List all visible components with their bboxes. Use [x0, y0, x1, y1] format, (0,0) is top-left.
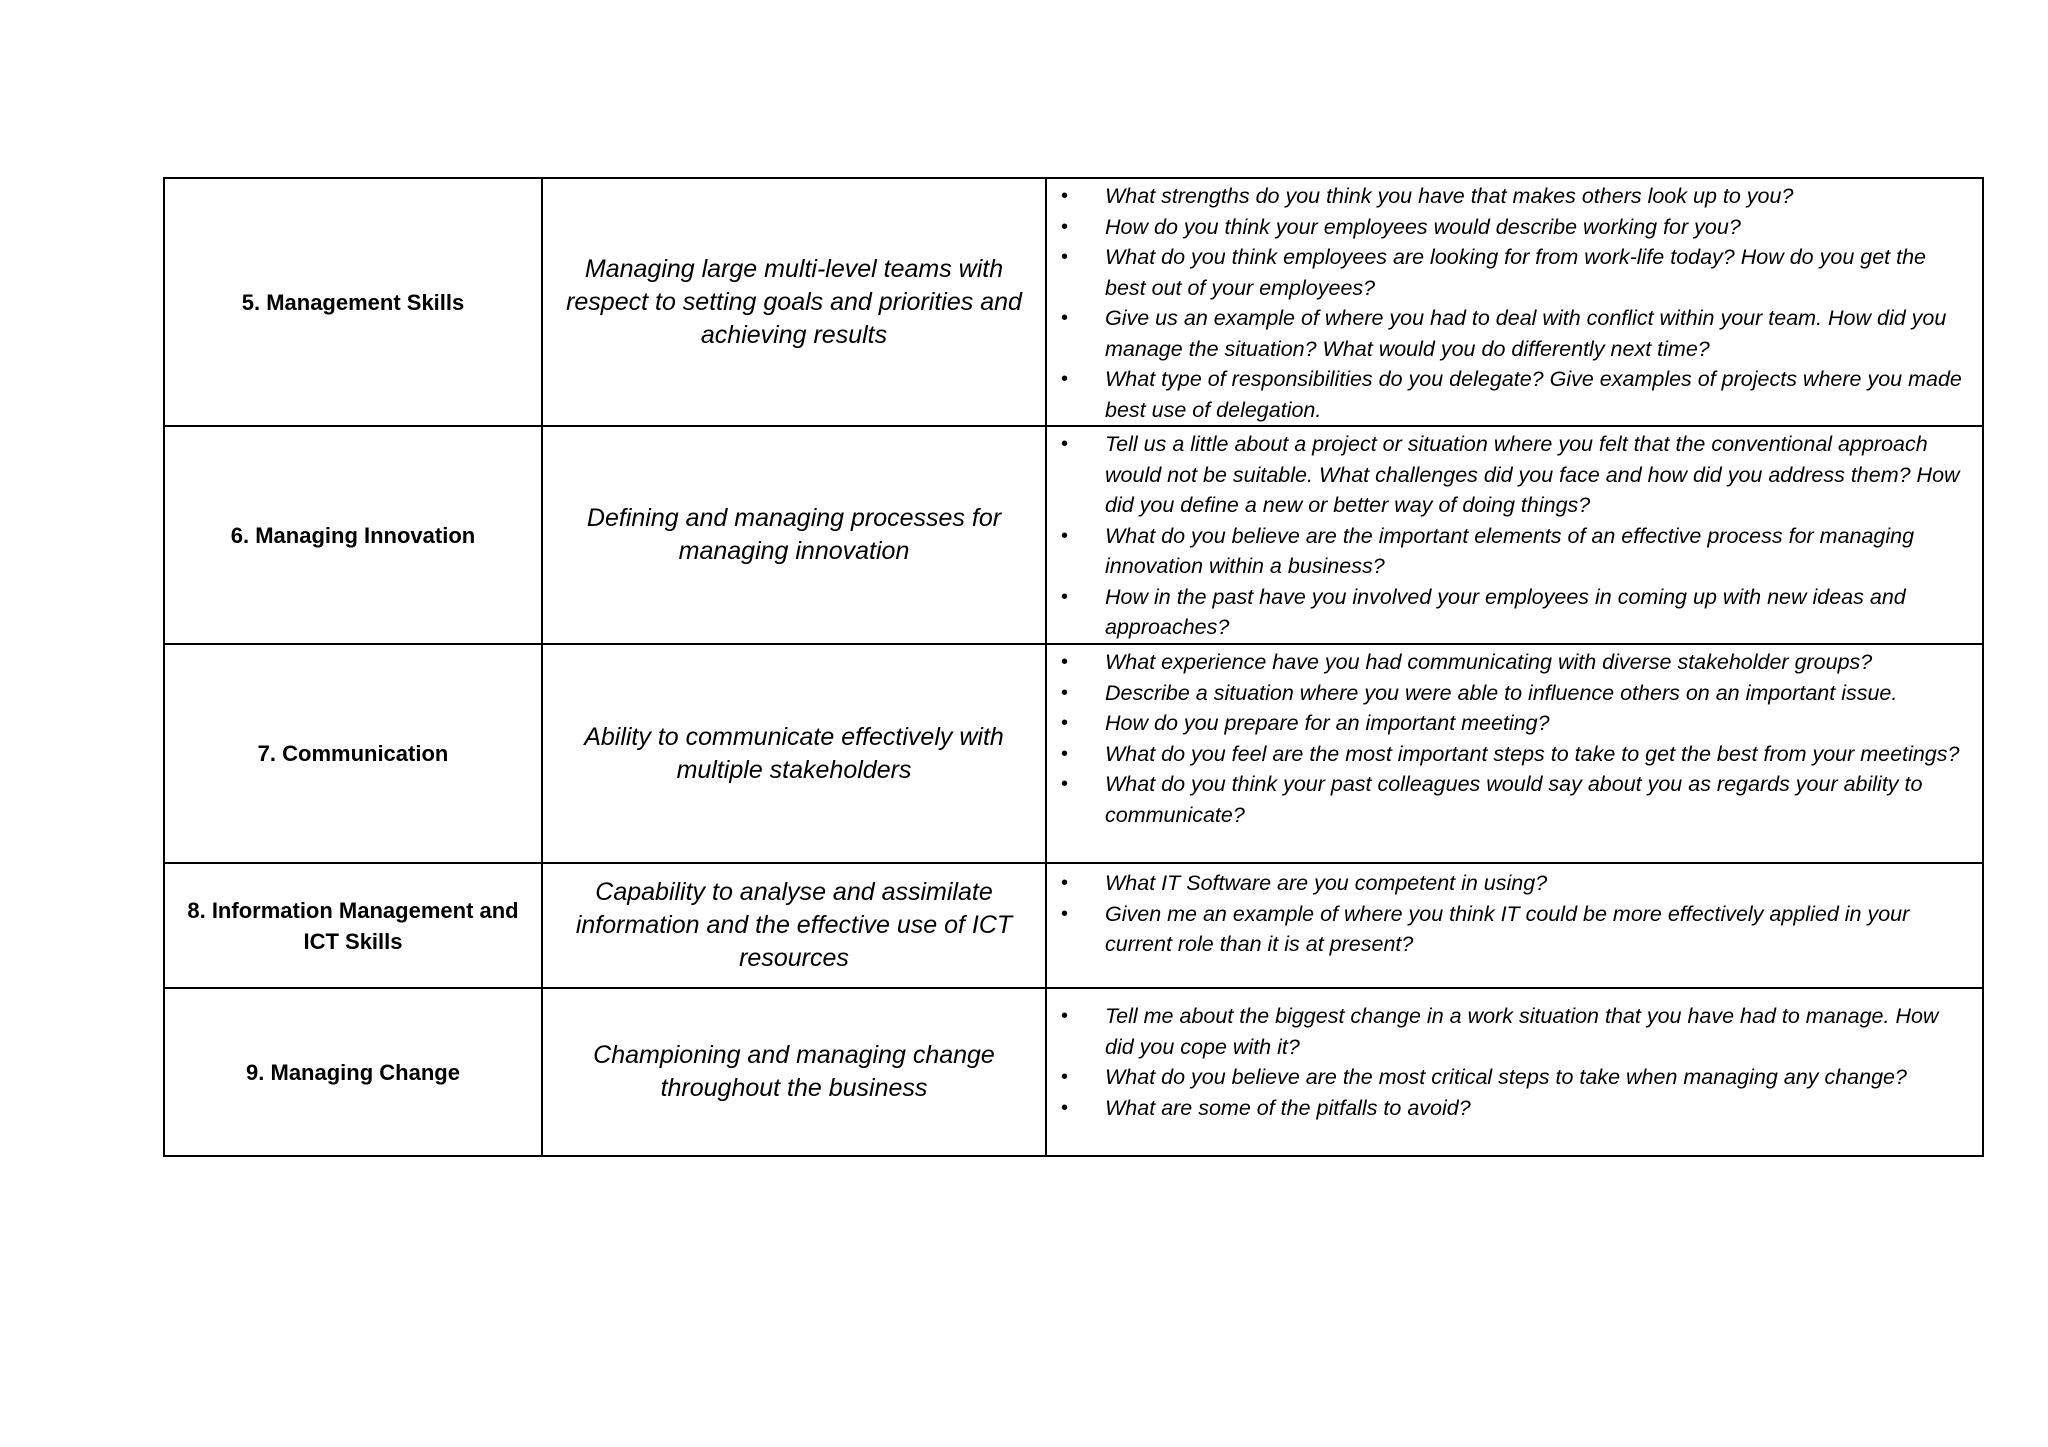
- list-item: [1061, 868, 1968, 899]
- question-cell: [1046, 863, 1983, 988]
- bullet-icon: •: [1061, 1096, 1069, 1119]
- list-item: [1061, 739, 1968, 770]
- question-text: What strengths do you think you have that makes others look up to you?: [1105, 184, 1794, 208]
- question-text: What type of responsibilities do you delegate? Give examples of projects where you made best use of delegation.: [1105, 367, 1962, 422]
- question-text: Tell us a little about a project or situation where you felt that the conventional approach would not be suitable. What challenges did you face and how did you address them? How did you define a new or better way of doing things?: [1105, 432, 1960, 517]
- list-item: [1061, 429, 1968, 521]
- competency-table: [163, 177, 1984, 1157]
- competency-description: Managing large multi-level teams with respect to setting goals and priorities and achieving results: [542, 178, 1046, 426]
- list-item: [1061, 181, 1968, 212]
- question-list: [1061, 1001, 1968, 1123]
- bullet-icon: •: [1061, 433, 1069, 455]
- list-item: [1061, 1001, 1968, 1062]
- list-item: [1061, 303, 1968, 364]
- competency-description: Ability to communicate effectively with multiple stakeholders: [542, 644, 1046, 863]
- bullet-icon: •: [1061, 1005, 1069, 1027]
- question-text: How in the past have you involved your employees in coming up with new ideas and approaches?: [1105, 584, 1906, 639]
- bullet-icon: •: [1061, 872, 1069, 894]
- table-row: [164, 863, 1983, 988]
- question-text: Tell me about the biggest change in a work situation that you have had to manage. How did you cope with it?: [1105, 1004, 1939, 1059]
- competency-title: 7. Communication: [164, 644, 542, 863]
- question-cell: [1046, 988, 1983, 1156]
- bullet-icon: •: [1061, 712, 1069, 734]
- bullet-icon: •: [1061, 307, 1069, 329]
- question-text: Give us an example of where you had to deal with conflict within your team. How did you manage the situation? What would you do differently next time?: [1105, 306, 1947, 361]
- list-item: [1061, 1062, 1968, 1093]
- question-list: [1061, 868, 1968, 960]
- question-text: What do you think your past colleagues would say about you as regards your ability to communicate?: [1105, 772, 1923, 827]
- list-item: [1061, 678, 1968, 709]
- table-row: [164, 644, 1983, 863]
- question-text: What do you believe are the most critical steps to take when managing any change?: [1105, 1065, 1907, 1089]
- question-text: Given me an example of where you think IT could be more effectively applied in your current role than it is at present?: [1105, 901, 1910, 956]
- table-row: [164, 988, 1983, 1156]
- question-cell: [1046, 178, 1983, 426]
- competency-title: 9. Managing Change: [164, 988, 542, 1156]
- competency-description: Capability to analyse and assimilate information and the effective use of ICT resources: [542, 863, 1046, 988]
- list-item: [1061, 242, 1968, 303]
- competency-title: 5. Management Skills: [164, 178, 542, 426]
- question-text: What do you feel are the most important steps to take to get the best from your meetings?: [1105, 741, 1960, 766]
- list-item: [1061, 212, 1968, 243]
- list-item: [1061, 582, 1968, 643]
- list-item: [1061, 521, 1968, 582]
- question-text: How do you think your employees would describe working for you?: [1105, 214, 1741, 239]
- competency-title: 8. Information Management and ICT Skills: [164, 863, 542, 988]
- competency-description: Defining and managing processes for managing innovation: [542, 426, 1046, 644]
- question-text: What are some of the pitfalls to avoid?: [1105, 1095, 1471, 1120]
- question-text: How do you prepare for an important meeting?: [1105, 711, 1550, 735]
- table-row: [164, 178, 1983, 426]
- list-item: [1061, 708, 1968, 739]
- question-cell: [1046, 644, 1983, 863]
- bullet-icon: •: [1061, 742, 1069, 765]
- bullet-icon: •: [1061, 773, 1069, 795]
- list-item: [1061, 364, 1968, 425]
- bullet-icon: •: [1061, 585, 1069, 608]
- question-text: What do you think employees are looking for from work-life today? How do you get the best out of your employees?: [1105, 245, 1926, 300]
- list-item: [1061, 769, 1968, 830]
- question-text: What IT Software are you competent in using?: [1105, 871, 1548, 895]
- question-list: [1061, 429, 1968, 643]
- competency-title: 6. Managing Innovation: [164, 426, 542, 644]
- bullet-icon: •: [1061, 215, 1069, 238]
- question-text: Describe a situation where you were able to influence others on an important issue.: [1105, 680, 1898, 705]
- bullet-icon: •: [1061, 651, 1069, 673]
- list-item: [1061, 1093, 1968, 1124]
- question-text: What experience have you had communicating with diverse stakeholder groups?: [1105, 650, 1873, 674]
- question-cell: [1046, 426, 1983, 644]
- bullet-icon: •: [1061, 1066, 1069, 1088]
- bullet-icon: •: [1061, 368, 1069, 390]
- bullet-icon: •: [1061, 681, 1069, 704]
- bullet-icon: •: [1061, 902, 1069, 925]
- competency-description: Championing and managing change throughout the business: [542, 988, 1046, 1156]
- question-list: [1061, 647, 1968, 830]
- bullet-icon: •: [1061, 246, 1069, 268]
- bullet-icon: •: [1061, 185, 1069, 207]
- question-list: [1061, 181, 1968, 425]
- list-item: [1061, 899, 1968, 960]
- table-row: [164, 426, 1983, 644]
- question-text: What do you believe are the important elements of an effective process for managing innovation within a business?: [1105, 523, 1915, 578]
- bullet-icon: •: [1061, 524, 1069, 547]
- list-item: [1061, 647, 1968, 678]
